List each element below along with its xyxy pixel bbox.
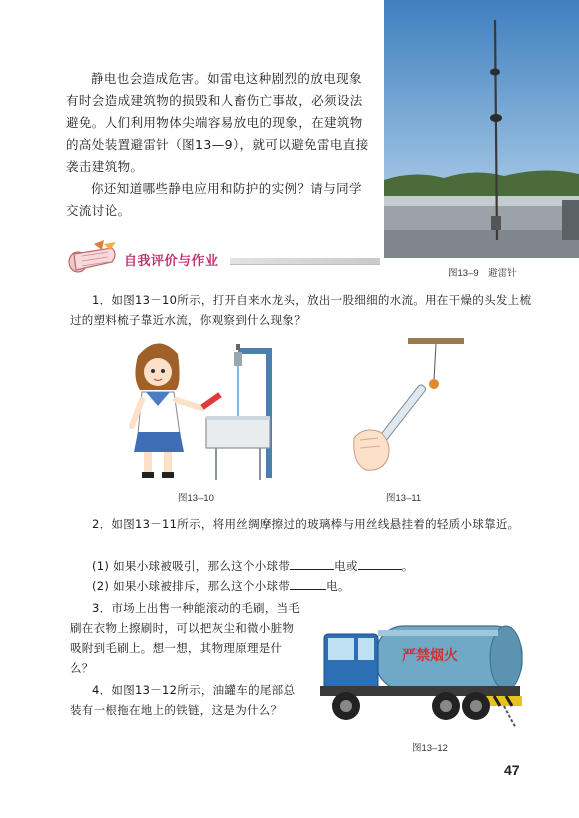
figure-13-9-caption: 图13–9 避雷针 [448,268,517,279]
question-2-part-2 [92,576,532,596]
answer-blank-3[interactable] [290,577,326,590]
tanker-warning-text: 严禁烟火 [402,648,458,664]
question-2: 2．如图13－11所示，将用丝绸摩擦过的玻璃棒与用丝线悬挂着的轻质小球靠近。 [92,517,520,531]
question-1: 1．如图13－10所示，打开自来水龙头，放出一股细细的水流。用在干燥的头发上梳过的塑料梳子靠近水流，你观察到什么现象？ [70,293,532,327]
question-4: 4．如图13－12所示，油罐车的尾部总装有一根拖在地上的铁链，这是为什么？ [70,683,296,717]
page-number: 47 [504,762,520,778]
lightning-rod-photo [384,0,579,258]
question-3: 3．市场上出售一种能滚动的毛刷，当毛刷在衣物上擦刷时，可以把灰尘和微小脏物吸附到毛刷上。想一想，其物理原理是什么？ [70,601,301,675]
answer-blank-1[interactable] [290,557,334,570]
question-2-part-1-prefix: (1) 如果小球被吸引，那么这个小球带 [92,559,291,573]
section-divider-tail [230,264,380,265]
figure-13-11-caption: 图13–11 [386,493,422,504]
intro-paragraph-1: 静电也会造成危害。如雷电这种剧烈的放电现象有时会造成建筑物的损毁和人畜伤亡事故，必须设法避免。人们利用物体尖端容易放电的现象，在建筑物的高处装置避雷针（图13—9），就可以避免雷电直接袭击建筑物。 [66,71,369,174]
question-2-part-2-prefix: (2) 如果小球被排斥，那么这个小球带 [92,579,291,593]
intro-paragraph-2: 你还知道哪些静电应用和防护的实例？请与同学交流讨论。 [66,181,362,218]
question-2-part-1-middle: 电或 [334,559,358,573]
figure-13-11-illustration [348,334,466,484]
question-2-part-2-suffix: 电。 [326,579,350,593]
section-title: 自我评价与作业 [124,254,219,269]
figure-13-12-caption: 图13–12 [412,743,448,754]
question-2-part-1 [92,556,532,576]
scroll-icon [64,240,120,276]
figure-13-10-illustration [120,334,300,484]
figure-13-12-illustration [316,604,526,734]
question-2-part-1-suffix: 。 [401,559,414,573]
answer-blank-2[interactable] [358,557,402,570]
figure-13-10-caption: 图13–10 [178,493,214,504]
